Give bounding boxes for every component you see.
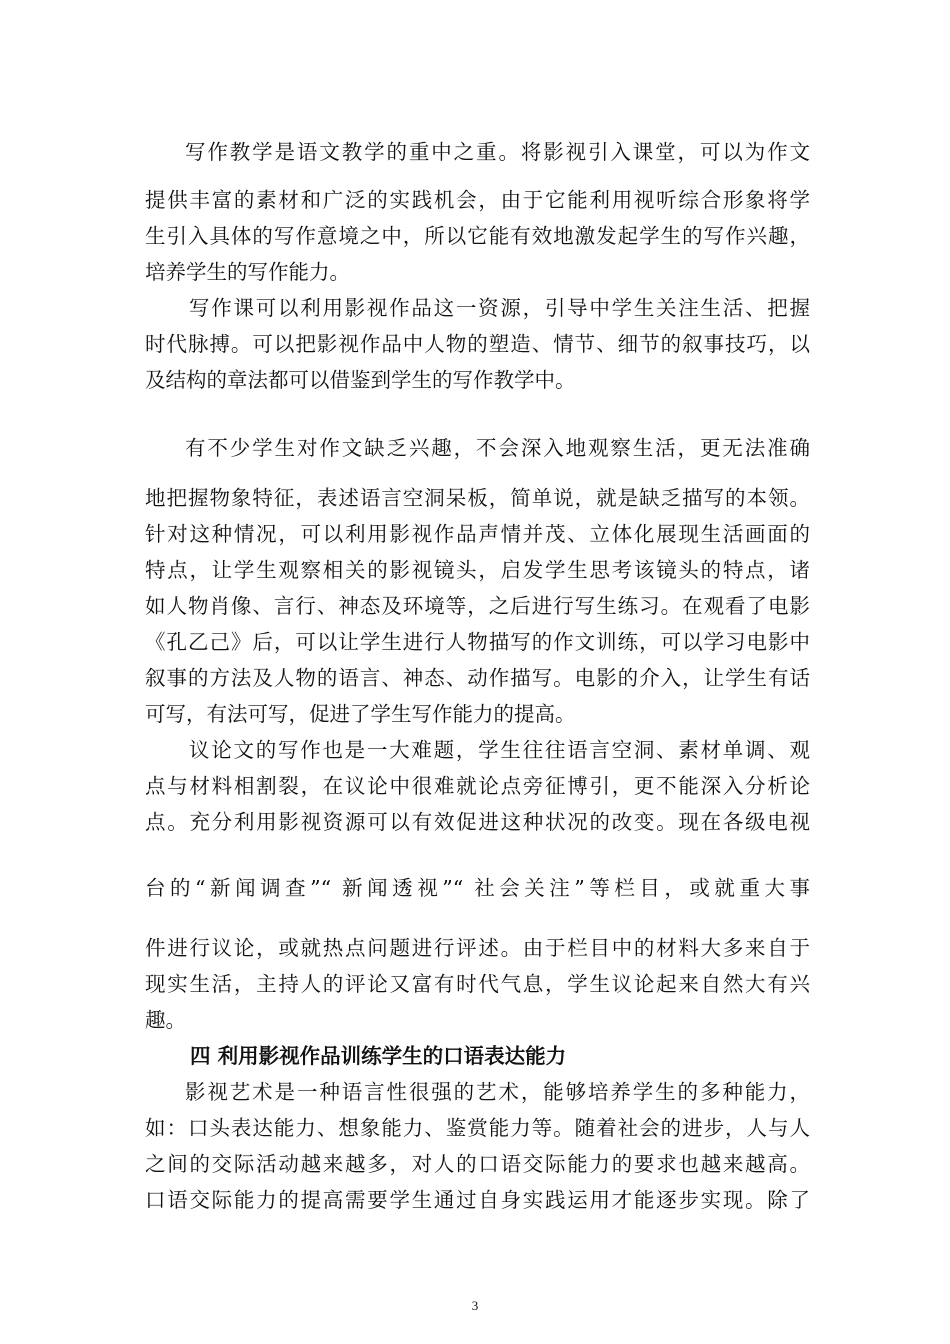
text-line: 时代脉搏。可以把影视作品中人物的塑造、情节、细节的叙事技巧，以 — [145, 332, 810, 356]
text-line: 及结构的章法都可以借鉴到学生的写作教学中。 — [145, 368, 576, 392]
text-line: 之间的交际活动越来越多，对人的口语交际能力的要求也越来越高。 — [145, 1152, 810, 1176]
text-line: 点。充分利用影视资源可以有效促进这种状况的改变。现在各级电视 — [145, 810, 810, 834]
text-line: 如人物肖像、言行、神态及环境等，之后进行写生练习。在观看了电影 — [145, 594, 810, 618]
text-line: 《孔乙己》后，可以让学生进行人物描写的作文训练，可以学习电影中 — [145, 630, 810, 654]
text-line: 写作课可以利用影视作品这一资源，引导中学生关注生活、把握 — [189, 296, 810, 320]
text-line: 特点，让学生观察相关的影视镜头，启发学生思考该镜头的特点，诸 — [145, 558, 810, 582]
text-line: 写作教学是语文教学的重中之重。将影视引入课堂，可以为作文 — [185, 140, 810, 164]
text-line: 叙事的方法及人物的语言、神态、动作描写。电影的介入，让学生有话 — [145, 666, 810, 690]
text-line: 影视艺术是一种语言性很强的艺术，能够培养学生的多种能力， — [185, 1080, 810, 1104]
text-line: 台的“新闻调查”“ 新闻透视”“ 社会关注”等栏目，或就重大事 — [145, 876, 810, 900]
text-line: 件进行议论，或就热点问题进行评述。由于栏目中的材料大多来自于 — [145, 936, 810, 960]
text-line: 趣。 — [145, 1008, 186, 1032]
page-number: 3 — [471, 1298, 479, 1313]
text-line: 提供丰富的素材和广泛的实践机会，由于它能利用视听综合形象将学 — [145, 188, 810, 212]
text-line: 针对这种情况，可以利用影视作品声情并茂、立体化展现生活画面的 — [145, 522, 810, 546]
text-line: 现实生活，主持人的评论又富有时代气息，学生议论起来自然大有兴 — [145, 972, 810, 996]
text-line: 培养学生的写作能力。 — [145, 260, 350, 284]
text-line: 点与材料相割裂，在议论中很难就论点旁征博引，更不能深入分析论 — [145, 774, 810, 798]
text-line: 地把握物象特征，表述语言空洞呆板，简单说，就是缺乏描写的本领。 — [145, 486, 810, 510]
text-line: 生引入具体的写作意境之中，所以它能有效地激发起学生的写作兴趣， — [145, 224, 810, 248]
text-line: 可写，有法可写，促进了学生写作能力的提高。 — [145, 702, 576, 726]
text-line: 有不少学生对作文缺乏兴趣，不会深入地观察生活，更无法准确 — [185, 436, 810, 460]
text-line: 议论文的写作也是一大难题，学生往往语言空洞、素材单调、观 — [189, 738, 810, 762]
text-line: 口语交际能力的提高需要学生通过自身实践运用才能逐步实现。除了 — [145, 1188, 810, 1212]
section-heading: 四 利用影视作品训练学生的口语表达能力 — [190, 1044, 567, 1068]
text-line: 如：口头表达能力、想象能力、鉴赏能力等。随着社会的进步，人与人 — [145, 1116, 810, 1140]
